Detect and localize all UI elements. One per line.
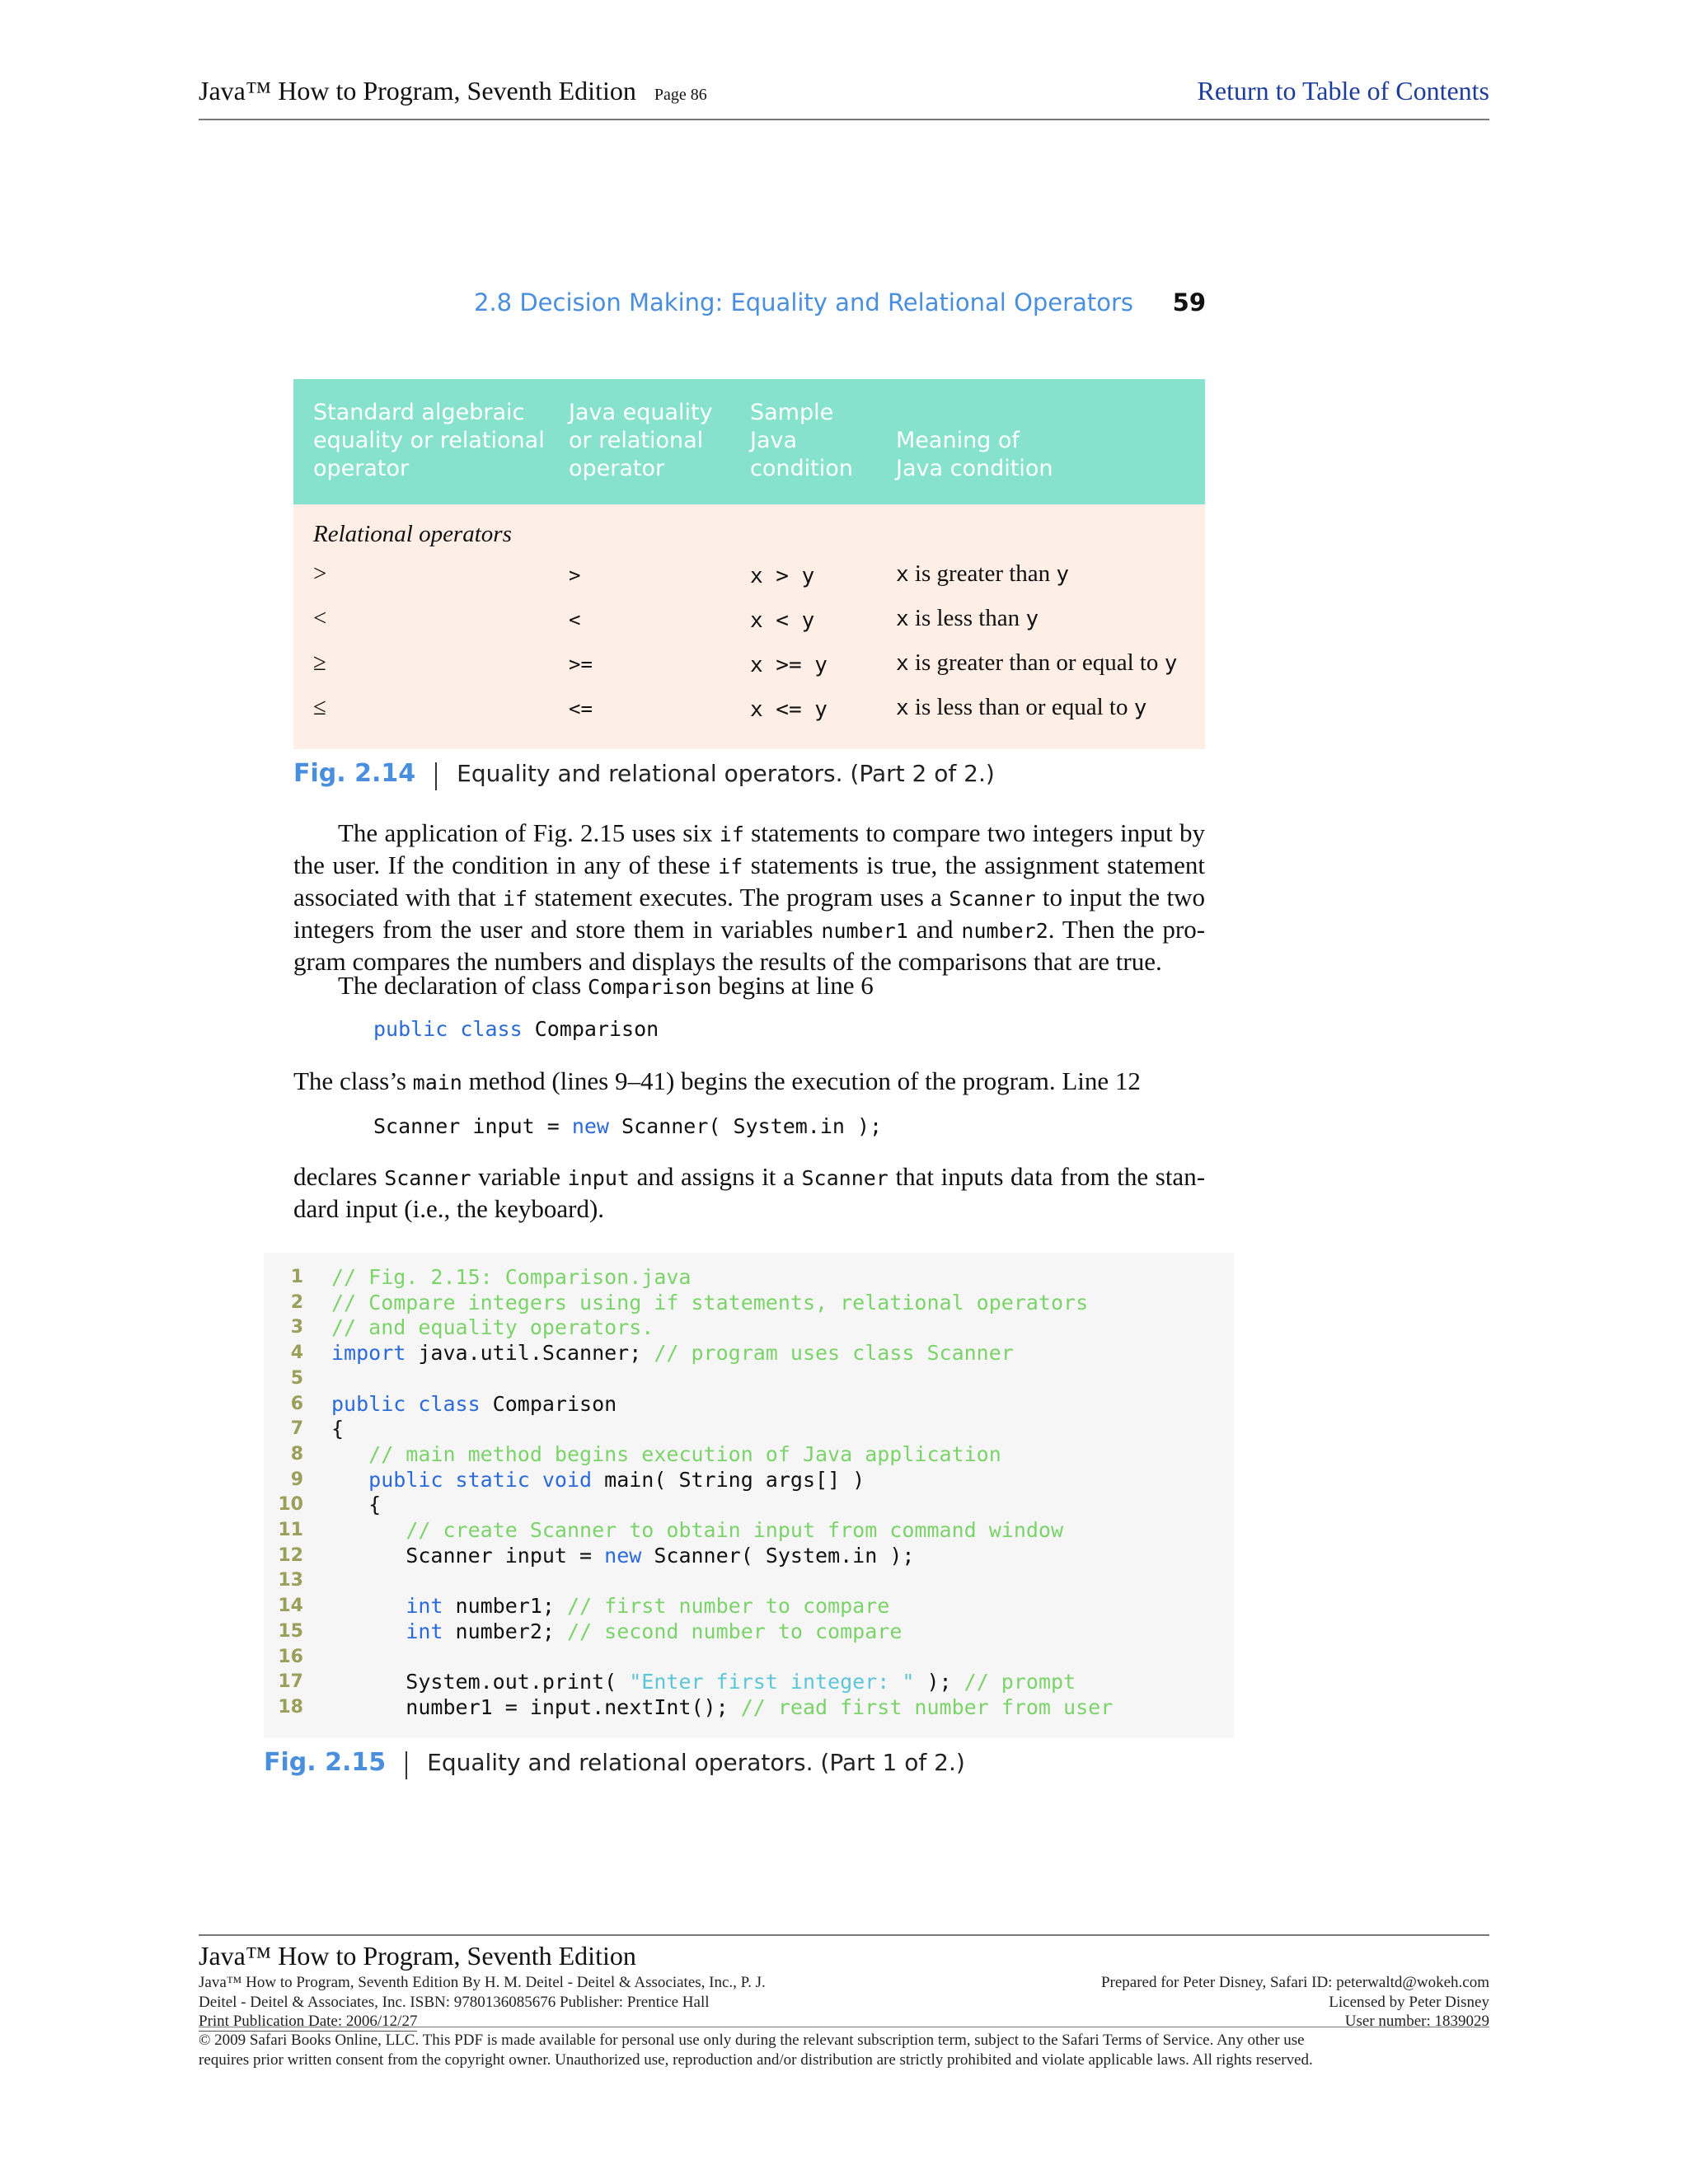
text-run: statements to compare two integers input by the user. If the condition in any of these — [293, 818, 1206, 879]
code-line — [331, 1341, 1014, 1365]
code-keyword: int — [406, 1619, 443, 1643]
figure-caption — [293, 759, 995, 790]
code-text — [331, 1468, 368, 1492]
header-algebraic: Standard algebraic equality or relational operator — [313, 400, 545, 481]
algebraic-operator: ≥ — [313, 649, 326, 676]
running-head — [293, 288, 1206, 321]
code-text: number1; — [443, 1594, 567, 1619]
line-number: 15 — [278, 1620, 303, 1642]
line-number: 2 — [290, 1291, 303, 1313]
text-run: and — [907, 915, 962, 944]
footer-info-line: Print Publication Date: 2006/12/27 — [199, 2013, 418, 2030]
code-text: Scanner input = — [373, 1114, 572, 1138]
algebraic-operator: < — [313, 605, 327, 631]
caption-divider — [435, 762, 437, 790]
code-snippet — [373, 1017, 659, 1041]
inline-code: if — [719, 823, 744, 846]
caption-divider — [406, 1751, 407, 1779]
code-line — [331, 1265, 692, 1289]
code-text — [331, 1518, 406, 1542]
java-operator: >= — [569, 653, 593, 676]
code-text: Scanner( System.in ); — [641, 1543, 915, 1568]
code-comment: // and equality operators. — [331, 1315, 654, 1340]
footer-info-line: Prepared for Peter Disney, Safari ID: peterwaltd@wokeh.com — [1100, 1974, 1489, 1991]
meaning — [896, 649, 1177, 677]
meaning-var: x — [896, 562, 909, 587]
line-number: 6 — [290, 1393, 303, 1414]
code-text: ); — [914, 1670, 964, 1694]
inline-code: if — [718, 855, 743, 879]
code-line — [331, 1594, 889, 1618]
code-comment: // first number to compare — [566, 1594, 890, 1619]
page-footer — [199, 1934, 1489, 2084]
table-header — [293, 379, 1205, 504]
code-line — [331, 1417, 344, 1441]
code-text: Comparison — [522, 1017, 659, 1041]
code-text: { — [331, 1493, 382, 1517]
code-comment: // create Scanner to obtain input from command window — [406, 1518, 1064, 1542]
meaning — [896, 605, 1039, 632]
code-text — [331, 1594, 406, 1618]
code-keyword: int — [406, 1594, 443, 1619]
body-paragraph — [293, 1161, 1205, 1224]
code-line — [331, 1291, 1088, 1315]
code-line — [331, 1695, 1113, 1719]
table-row — [293, 649, 1205, 694]
code-snippet — [373, 1114, 882, 1138]
algebraic-operator: > — [313, 560, 327, 587]
code-text: Scanner( System.in ); — [608, 1114, 883, 1138]
code-line — [331, 1468, 865, 1492]
code-text: main( String args[] ) — [592, 1467, 865, 1492]
code-comment: // Compare integers using if statements, relational operators — [331, 1290, 1089, 1315]
inline-code: if — [502, 887, 528, 911]
figure-caption — [264, 1748, 965, 1779]
line-number: 18 — [278, 1696, 303, 1718]
inline-code: Scanner — [949, 887, 1036, 911]
line-number: 3 — [290, 1317, 303, 1338]
code-text: Scanner input = — [331, 1543, 605, 1568]
code-keyword: public class — [373, 1017, 523, 1041]
line-number: 9 — [290, 1469, 303, 1490]
code-comment: // main method begins execution of Java application — [368, 1441, 1001, 1466]
line-number: 5 — [290, 1367, 303, 1389]
code-text: Comparison — [480, 1391, 617, 1416]
code-keyword: public static void — [368, 1467, 593, 1492]
line-number: 13 — [278, 1570, 303, 1591]
java-operator: > — [569, 564, 581, 587]
sample-condition: x >= y — [750, 653, 828, 677]
meaning-var: y — [1056, 562, 1070, 587]
text-run: begins at line 6 — [711, 971, 874, 1000]
sample-condition: x > y — [750, 564, 815, 588]
text-run: variable — [471, 1162, 568, 1191]
java-operator: < — [569, 608, 581, 631]
meaning-var: y — [1133, 696, 1147, 720]
line-number: 14 — [278, 1596, 303, 1617]
body-paragraph — [338, 970, 1205, 1002]
inline-code: number2 — [961, 919, 1048, 943]
operators-table — [293, 379, 1205, 749]
code-keyword: import — [331, 1341, 406, 1366]
header-sample-condition: Sample Java condition — [750, 400, 853, 481]
inline-code: input — [567, 1166, 630, 1190]
meaning-var: x — [896, 607, 909, 631]
table-row — [293, 694, 1205, 738]
text-run: that inputs data from the stan-dard input (i.e., the keyboard). — [293, 1162, 1206, 1223]
code-line — [331, 1619, 902, 1643]
table-subheading: Relational operators — [313, 521, 512, 547]
table-row — [293, 605, 1205, 649]
text-run: method (lines 9–41) begins the execution of the program. Line 12 — [462, 1066, 1141, 1095]
page-label: Page 86 — [654, 86, 707, 104]
line-number: 17 — [278, 1671, 303, 1693]
text-run: The application of Fig. 2.15 uses six — [338, 818, 720, 847]
line-number: 4 — [290, 1343, 303, 1364]
sample-condition: x < y — [750, 608, 815, 633]
line-number: 8 — [290, 1443, 303, 1465]
text-run: to input the two integers from the user and store them in variables — [293, 883, 1205, 944]
copyright-line: requires prior written consent from the copyright owner. Unauthorized use, reproduction and/or distribution are strictly prohibited and violate applicable laws. All rights reserved. — [199, 2051, 1313, 2069]
footer-info-line: User number: 1839029 — [1344, 2013, 1489, 2030]
toc-link[interactable]: Return to Table of Contents — [1197, 76, 1489, 105]
inline-code: main — [412, 1071, 462, 1094]
footer-info-line: Licensed by Peter Disney — [1329, 1994, 1489, 2011]
line-number: 1 — [290, 1267, 303, 1287]
code-text — [331, 1442, 368, 1466]
code-text: java.util.Scanner; — [406, 1341, 654, 1366]
code-comment: // Fig. 2.15: Comparison.java — [331, 1265, 692, 1289]
code-line — [331, 1670, 1076, 1694]
code-line — [331, 1442, 1001, 1466]
header-java-operator: Java equality or relational operator — [569, 400, 713, 481]
line-number: 10 — [278, 1494, 303, 1516]
code-comment: // prompt — [964, 1670, 1076, 1694]
code-comment: // program uses class Scanner — [654, 1341, 1014, 1366]
code-line — [331, 1544, 914, 1568]
footer-info-line: Deitel - Deitel & Associates, Inc. ISBN: 9780136085676 Publisher: Prentice Hall — [199, 1994, 710, 2011]
header-meaning: Meaning of Java condition — [896, 428, 1053, 481]
code-string: "Enter first integer: " — [629, 1670, 915, 1694]
code-listing — [264, 1253, 1234, 1738]
code-keyword: new — [604, 1543, 642, 1568]
figure-label: Fig. 2.14 — [293, 759, 416, 788]
page-header — [199, 76, 1489, 120]
body-paragraph — [293, 1066, 1205, 1098]
inline-code: Comparison — [587, 975, 712, 999]
footer-info-line: Java™ How to Program, Seventh Edition By H. M. Deitel - Deitel & Associates, Inc., P. J. — [199, 1974, 766, 1991]
text-run: declares — [293, 1162, 385, 1191]
inline-code: Scanner — [384, 1166, 471, 1190]
code-comment: // second number to compare — [566, 1619, 903, 1643]
inline-code: Scanner — [801, 1166, 889, 1190]
meaning-text: is less than or equal to — [908, 694, 1134, 720]
meaning-text: is less than — [908, 605, 1026, 631]
code-text: number1 = input.nextInt(); — [331, 1694, 741, 1719]
text-run: statement executes. The program uses a — [528, 883, 950, 912]
algebraic-operator: ≤ — [313, 694, 326, 720]
book-title-text: Java™ How to Program, Seventh Edition — [199, 76, 636, 105]
meaning-text: is greater than — [908, 560, 1057, 587]
text-run: statements is true, the assignment statement associated with that — [293, 851, 1205, 912]
figure-label: Fig. 2.15 — [264, 1748, 387, 1777]
meaning-var: x — [896, 651, 909, 676]
footer-title: Java™ How to Program, Seventh Edition — [199, 1941, 636, 1971]
code-text — [331, 1619, 406, 1643]
meaning-var: y — [1164, 651, 1178, 676]
copyright-line: © 2009 Safari Books Online, LLC. This PDF is made available for personal use only during the relevant subscription term, subject to the Safari Terms of Service. Any other use — [199, 2032, 1305, 2049]
text-run: The declaration of class — [338, 971, 588, 1000]
line-number: 16 — [278, 1646, 303, 1667]
meaning — [896, 560, 1069, 588]
section-title: 2.8 Decision Making: Equality and Relational Operators — [474, 288, 1133, 316]
text-run: The class’s — [293, 1066, 413, 1095]
meaning-var: y — [1025, 607, 1039, 631]
inline-code: number1 — [821, 919, 908, 943]
line-number: 11 — [278, 1520, 303, 1540]
meaning-var: x — [896, 696, 909, 720]
book-title — [199, 76, 707, 106]
body-paragraph — [293, 818, 1205, 977]
code-comment: // read first number from user — [740, 1694, 1114, 1719]
text-run: and assigns it a — [629, 1162, 802, 1191]
sample-condition: x <= y — [750, 697, 828, 722]
code-text: { — [331, 1417, 345, 1441]
caption-text: Equality and relational operators. (Part 1 of 2.) — [427, 1749, 965, 1776]
table-row — [293, 560, 1205, 605]
line-number: 12 — [278, 1544, 303, 1566]
code-line — [331, 1518, 1063, 1542]
code-text: System.out.print( — [331, 1670, 630, 1694]
code-keyword: public class — [331, 1391, 481, 1416]
line-number: 7 — [290, 1418, 303, 1440]
java-operator: <= — [569, 697, 593, 720]
code-text: number2; — [443, 1619, 567, 1643]
book-page-number: 59 — [1172, 288, 1206, 316]
text-run: . Then the pro-gram compares the numbers and displays the results of the comparisons that are true. — [293, 915, 1206, 976]
code-keyword: new — [571, 1114, 609, 1138]
code-line — [331, 1392, 617, 1416]
code-line — [331, 1493, 381, 1516]
code-line — [331, 1315, 654, 1339]
meaning — [896, 694, 1146, 721]
caption-text: Equality and relational operators. (Part 2 of 2.) — [457, 760, 995, 787]
meaning-text: is greater than or equal to — [908, 649, 1165, 676]
